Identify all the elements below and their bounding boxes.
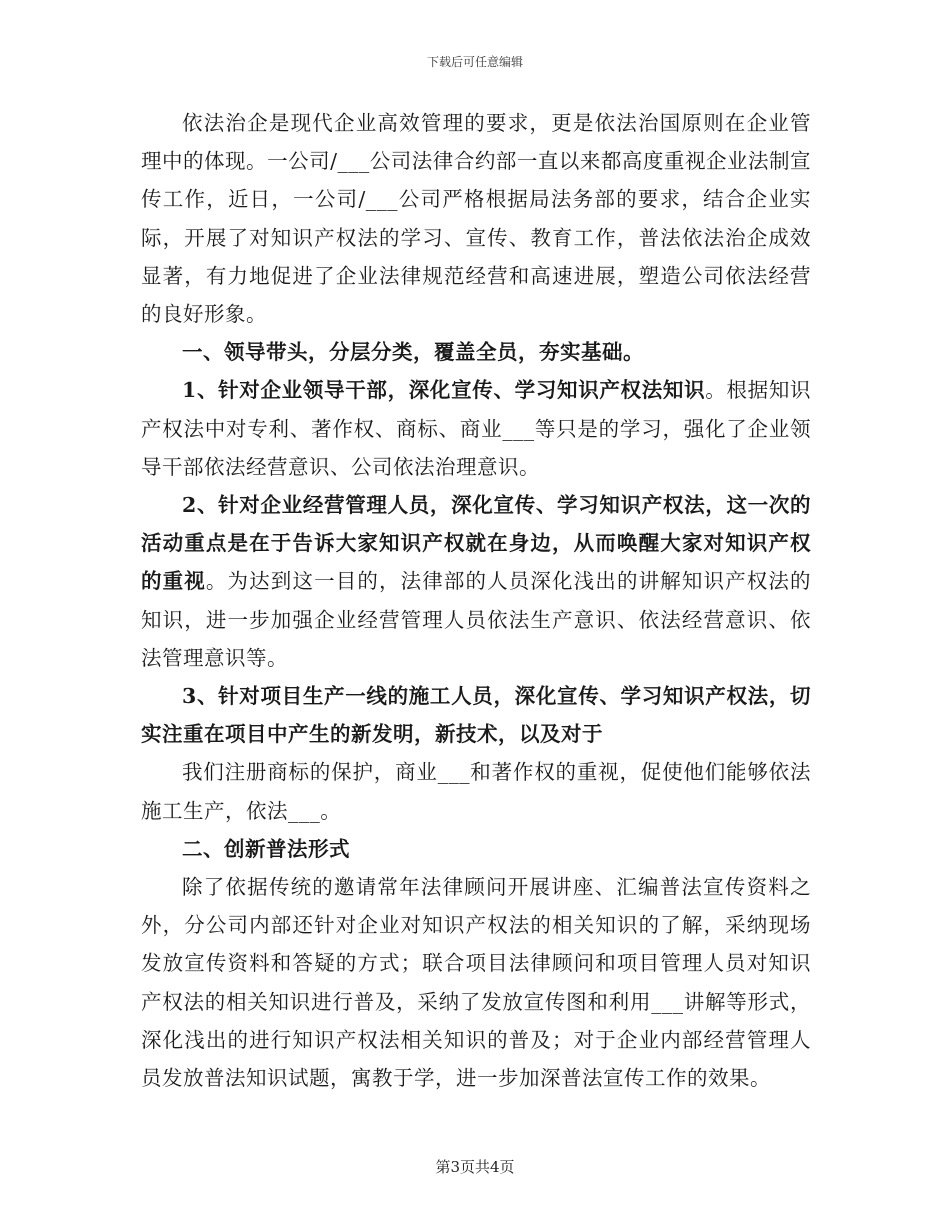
paragraph-intro: 依法治企是现代企业高效管理的要求，更是依法治国原则在企业管理中的体现。一公司/___公司法律合约部一直以来都高度重视企业法制宣传工作，近日，一公司/___公司严格根据局法务部的要求，结合企业实际，开展了对知识产权法的学习、宣传、教育工作，普法依法治企成效显著，有力地促进了企业法律规范经营和高速进展，塑造公司依法经营的良好形象。: [141, 111, 811, 327]
page-header: 下载后可任意编辑: [426, 55, 523, 69]
item-1-body: 。根据知识产权法中对专利、著作权、商标、商业___等只是的学习，强化了企业领导干部依法经营意识、公司依法治理意识。: [141, 378, 812, 479]
item-1-bold-lead: 1、针对企业领导干部，深化宣传、学习知识产权法知识: [182, 378, 706, 403]
paragraph-item-2: [141, 486, 811, 677]
page-footer: 第3页共4页: [435, 1158, 515, 1176]
item-2-body: 。为达到这一目的，法律部的人员深化浅出的讲解知识产权法的知识，进一步加强企业经营管理人员依法生产意识、依法经营意识、依法管理意识等。: [141, 569, 812, 670]
paragraph-item-3-continued: 我们注册商标的保护，商业___和著作权的重视，促使他们能够依法施工生产，依法___。: [141, 760, 811, 823]
item-2-bold-lead: 2、针对企业经营管理人员，深化宣传、学习知识产权法，这一次的活动重点是在于告诉大家知识产权就在身边，从而唤醒大家对知识产权的重视: [141, 493, 811, 594]
section-heading-2: 二、创新普法形式: [182, 836, 350, 861]
paragraph-section-2-body: 除了依据传统的邀请常年法律顾问开展讲座、汇编普法宣传资料之外，分公司内部还针对企业对知识产权法的相关知识的了解，采纳现场发放宣传资料和答疑的方式；联合项目法律顾问和项目管理人员对知识产权法的相关知识进行普及，采纳了发放宣传图和利用___讲解等形式，深化浅出的进行知识产权法相关知识的普及；对于企业内部经营管理人员发放普法知识试题，寓教于学，进一步加深普法宣传工作的效果。: [141, 875, 811, 1091]
document-body: [141, 104, 811, 1097]
paragraph-item-1: [141, 371, 811, 486]
paragraph-item-3: 3、针对项目生产一线的施工人员，深化宣传、学习知识产权法，切实注重在项目中产生的新发明，新技术，以及对于: [141, 684, 811, 747]
section-heading-1: 一、领导带头，分层分类，覆盖全员，夯实基础。: [182, 340, 644, 365]
